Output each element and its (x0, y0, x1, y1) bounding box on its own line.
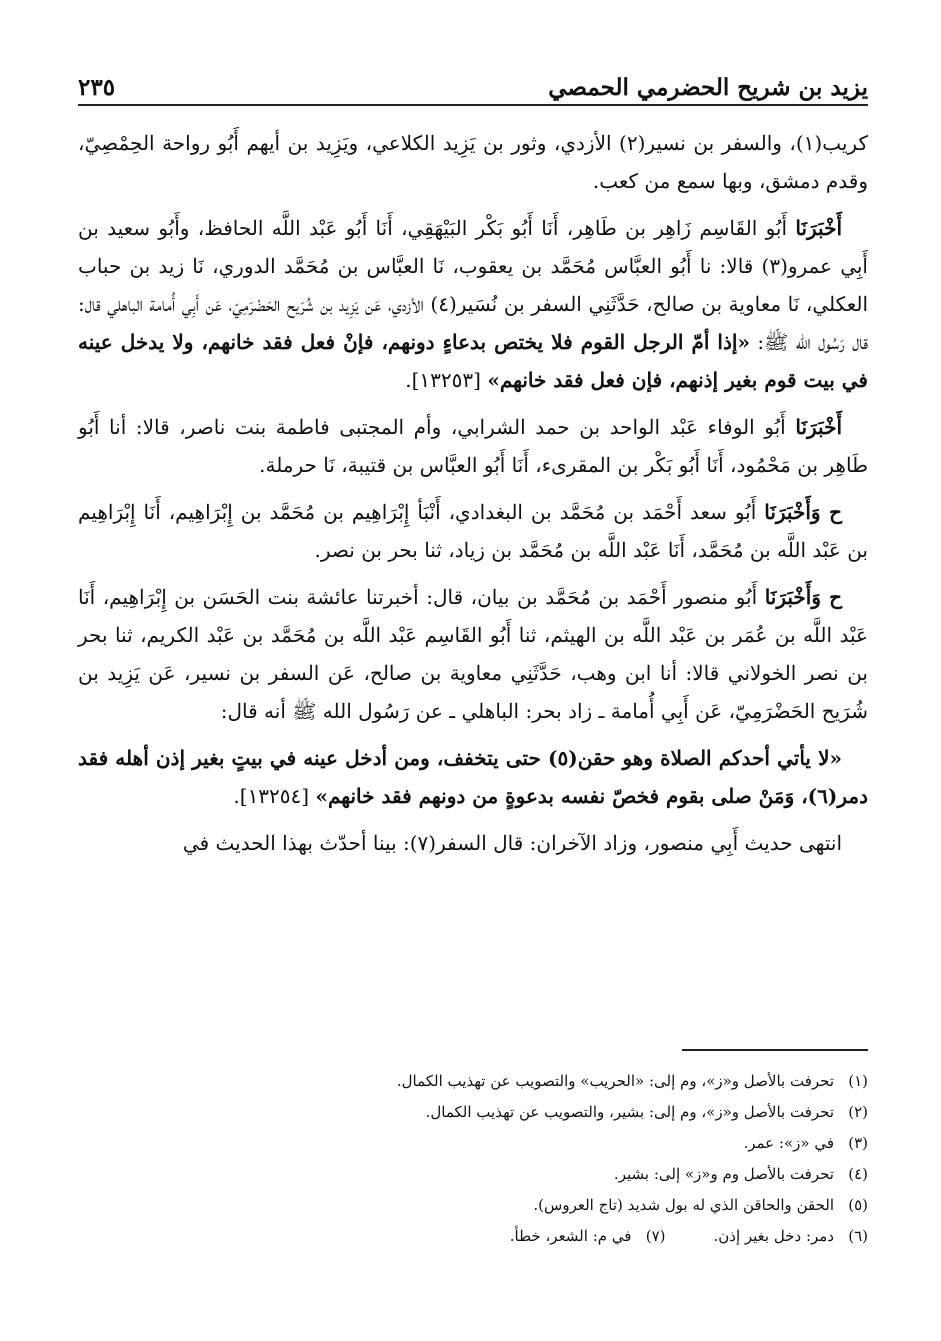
footnote-number: (٦) (848, 1227, 868, 1245)
footnote-text: الحقن والحاقن الذي له بول شديد (تاج العروس). (533, 1196, 834, 1214)
footnote-item (510, 1221, 666, 1252)
paragraph-3-text: أَبُو الوفاء عَبْد الواحد بن حمد الشرابي، وأم المجتبى فاطمة بنت ناصر، قالا: أنا أَبُو طَاهِر بن مَحْمُود، أَنَا أَبُو بَكْر بن المقرىء، أَنَا أَبُو العبَّاس بن قتيبة، نَا حرملة. (78, 415, 868, 477)
paragraph-5 (78, 578, 868, 730)
footnote-item (713, 1221, 868, 1252)
footnote-item (78, 1128, 868, 1159)
isnad-marker: ح وَأَخْبَرَنَا (764, 500, 843, 524)
footnote-separator (682, 1049, 868, 1051)
footnote-text: دمر: دخل بغير إذن. (713, 1227, 834, 1245)
paragraph-7 (78, 824, 868, 862)
footnote-item (78, 1066, 868, 1097)
footnote-number: (٣) (848, 1134, 868, 1152)
isnad-marker: أَخْبَرَنَا (795, 415, 842, 439)
footnotes (78, 1066, 868, 1252)
page-number: ٢٣٥ (78, 74, 116, 102)
main-text (78, 124, 868, 1044)
paragraph-4 (78, 493, 868, 569)
footnote-item (78, 1097, 868, 1128)
footnote-number: (٧) (645, 1227, 666, 1245)
isnad-marker: ح وَأَخْبَرَنَا (764, 585, 843, 609)
paragraph-4-text: أَبُو سعد أَحْمَد بن مُحَمَّد بن البغدادي، أَنْبَأ إِبْرَاهِيم بن مُحَمَّد بن إِبْرَاهِيم، أَنَا إِبْرَاهِيم بن عَبْد اللَّه بن مُحَمَّد، أَنَا عَبْد اللَّه بن مُحَمَّد بن زياد، ثنا بحر بن نصر. (78, 500, 868, 562)
paragraph-2-text: أَبُو القَاسِم زَاهِر بن طَاهِر، أَنَا أَبُو بَكْر البَيْهَقِي، أَنَا أَبُو عَبْد اللَّه الحافظ، وأَبُو سعيد بن أَبِي عمرو(٣) قالا: نا أَبُو العبَّاس مُحَمَّد بن يعقوب، نَا العبَّاس بن مُحَمَّد الدوري، نَا زيد بن حباب العكلي، نَا معاوية بن صالح، حَدَّثَنِي السفر بن نُسَير(٤) الأزدي، عَن يَزِيد بن شُرَيح الحَضْرَمِيّ، عَن أَبِي أُمامة الباهلي قال: قال رَسُول الله ﷺ: (78, 216, 869, 354)
footnote-row-shared (78, 1221, 868, 1252)
footnote-item (78, 1190, 868, 1221)
paragraph-1 (78, 124, 868, 200)
paragraph-2 (78, 209, 868, 399)
paragraph-1-text: كريب(١)، والسفر بن نسير(٢) الأزدي، وثور بن يَزِيد الكلاعي، ويَزِيد بن أيهم أَبُو رواحة الحِمْصِيّ، وقدم دمشق، وبها سمع من كعب. (78, 131, 868, 193)
hadith-ref-2: [١٣٢٥٤]. (233, 784, 310, 808)
hadith-ref-1: [١٣٢٥٣]. (405, 368, 481, 392)
footnote-number: (٤) (848, 1165, 868, 1183)
hadith-text-1: «إذا أمّ الرجل القوم فلا يختص بدعاءٍ دونهم، فإنْ فعل فقد خانهم، ولا يدخل عينه في بيت قوم بغير إذنهم، فإن فعل فقد خانهم» (78, 330, 868, 392)
footnote-text: في م: الشعر، خطأ. (509, 1227, 632, 1245)
footnote-text: في «ز»: عمر. (743, 1134, 834, 1152)
footnote-item (78, 1159, 868, 1190)
paragraph-6 (78, 739, 868, 815)
paragraph-3 (78, 408, 868, 484)
page-header (78, 58, 868, 102)
footnote-text: تحرفت بالأصل و«ز»، وم إلى: بشير، والتصويب عن تهذيب الكمال. (425, 1103, 834, 1121)
header-rule (78, 104, 868, 106)
running-title: يزيد بن شريح الحضرمي الحمصي (548, 74, 868, 102)
footnote-number: (٢) (848, 1103, 868, 1121)
footnote-text: تحرفت بالأصل وم و«ز» إلى: بشير. (613, 1165, 834, 1183)
footnote-number: (٥) (848, 1196, 868, 1214)
footnote-number: (١) (848, 1072, 868, 1090)
paragraph-7-text: انتهى حديث أَبِي منصور، وزاد الآخران: قال السفر(٧): بينا أحدّث بهذا الحديث في (182, 831, 842, 855)
footnote-text: تحرفت بالأصل و«ز»، وم إلى: «الحريب» والتصويب عن تهذيب الكمال. (396, 1072, 834, 1090)
isnad-marker: أَخْبَرَنَا (795, 216, 843, 240)
paragraph-5-text: أَبُو منصور أَحْمَد بن مُحَمَّد بن بيان، قال: أخبرتنا عائشة بنت الحَسَن بن إِبْرَاهِيم، أَنَا عَبْد اللَّه بن عُمَر بن عَبْد اللَّه بن الهيثم، ثنا أَبُو القَاسِم عَبْد اللَّه بن مُحَمَّد بن عَبْد الكريم، ثنا بحر بن نصر الخولاني قالا: أنا ابن وهب، حَدَّثَنِي معاوية بن صالح، عَن السفر بن نسير، عَن يَزِيد بن شُرَيح الحَضْرَمِيّ، عَن أَبِي أُمامة ـ زاد بحر: الباهلي ـ عن رَسُول الله ﷺ أنه قال: (78, 585, 868, 723)
hadith-text-2: «لا يأتي أحدكم الصلاة وهو حقن(٥) حتى يتخفف، ومن أدخل عينه في بيتٍ بغير إذن أهله فقد دمر(٦)، وَمَنْ صلى بقوم فخصّ نفسه بدعوةٍ من دونهم فقد خانهم» (78, 746, 868, 808)
